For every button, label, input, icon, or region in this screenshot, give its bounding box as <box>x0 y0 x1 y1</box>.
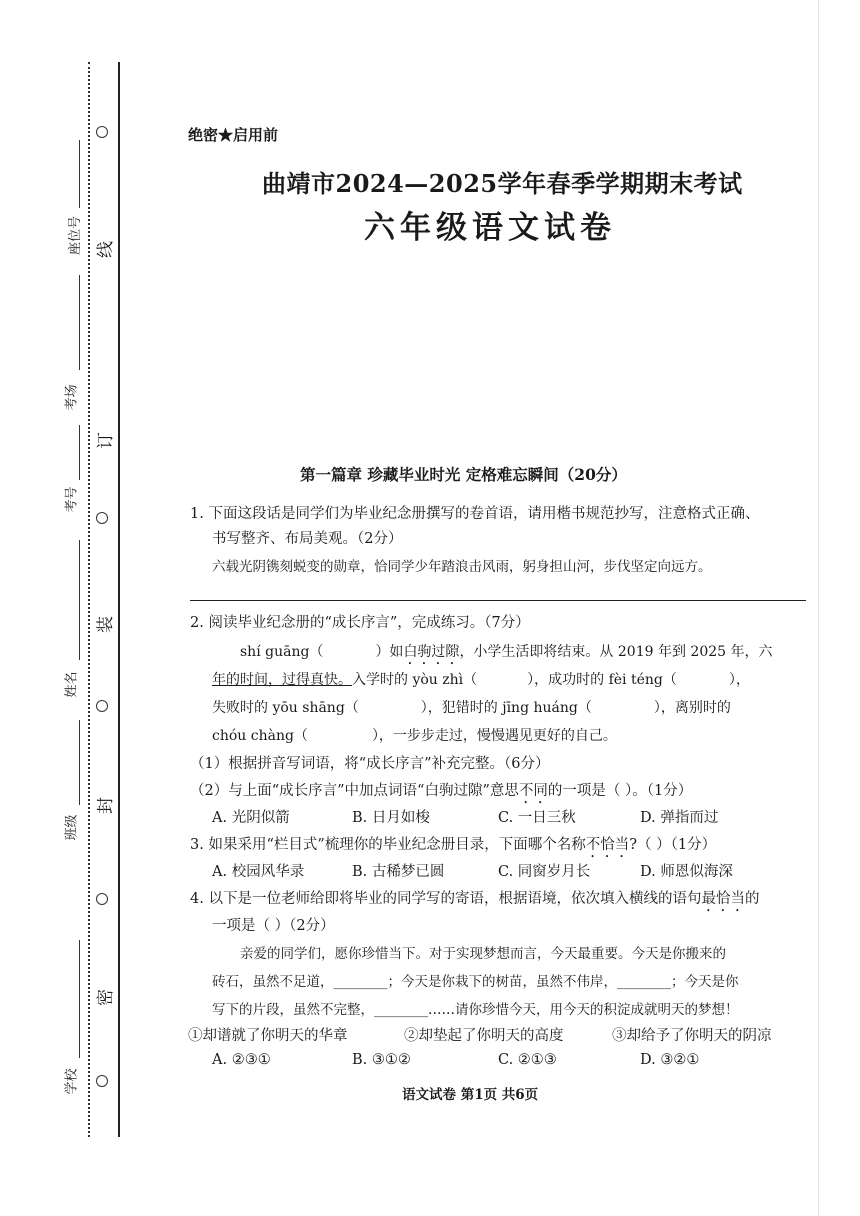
text: 3. 如果采用“栏目式”梳理你的毕业纪念册目录，下面哪个名称 <box>190 837 586 853</box>
q4-option-a[interactable]: A. ②③① <box>212 1052 271 1068</box>
q1-stem: 1. 下面这段话是同学们为毕业纪念册撰写的卷首语，请用楷书规范抄写，注意格式正确、 <box>190 506 760 522</box>
q1-passage: 六载光阴镌刻蜕变的勋章，恰同学少年踏浪击风雨，躬身担山河，步伐坚定向远方。 <box>212 559 712 575</box>
q1-writing-line[interactable] <box>190 600 806 601</box>
q2-para-line3 <box>212 697 731 717</box>
dotted-word: 白驹过隙 <box>403 644 460 660</box>
field-line-seat[interactable] <box>79 140 80 208</box>
q2-option-c[interactable]: C. 一日三秋 <box>498 810 576 826</box>
exam-subtitle: 六年级语文试卷 <box>364 210 616 246</box>
text: ?（ ）（1分） <box>629 837 717 853</box>
q4-option-d[interactable]: D. ③②① <box>640 1052 700 1068</box>
q4-option-b[interactable]: B. ③①② <box>352 1052 411 1068</box>
q3-option-b[interactable]: B. 古稀梦已圆 <box>352 864 445 880</box>
pinyin-chouchang: chóu chàng（ <box>212 728 308 744</box>
dotted-word: 最恰当 <box>701 891 745 907</box>
underlined-text: 年的时间，过得真快。 <box>212 672 352 688</box>
field-line-school[interactable] <box>79 940 80 1058</box>
field-label-school: 学校 <box>64 1068 80 1095</box>
pinyin-feiteng: ），成功时的 fèi téng（ <box>527 672 677 688</box>
q2-para-line2 <box>212 669 750 689</box>
q4-item-2: ②却垫起了你明天的高度 <box>404 1028 564 1044</box>
field-label-class: 班级 <box>64 814 80 841</box>
text: ，小学生活即将结束。从 2019 年到 2025 年，六 <box>459 644 773 660</box>
q3-option-c[interactable]: C. 同窗岁月长 <box>498 864 591 880</box>
q2-option-b[interactable]: B. 日月如梭 <box>352 810 430 826</box>
field-label-room: 考场 <box>64 384 80 411</box>
binding-hole <box>96 126 108 138</box>
field-line-id[interactable] <box>79 425 80 480</box>
binding-hole <box>96 512 108 524</box>
q2-sub2 <box>190 779 692 807</box>
field-line-room[interactable] <box>79 275 80 370</box>
q2-sub1: （1）根据拼音写词语，将“成长序言”补充完整。（6分） <box>190 756 550 772</box>
q3-stem <box>190 833 716 861</box>
q3-option-d[interactable]: D. 师恩似海深 <box>640 864 733 880</box>
pinyin-youshang: 失败时的 yōu shāng（ <box>212 700 359 716</box>
q4-stem <box>190 887 759 915</box>
q4-passage-line1: 亲爱的同学们，愿你珍惜当下。对于实现梦想而言，今天最重要。今天是你搬来的 <box>240 946 726 962</box>
dotted-word: 不恰当 <box>585 837 630 853</box>
page-footer: 语文试卷 第1页 共6页 <box>402 1087 539 1103</box>
text: 的 <box>744 891 760 907</box>
field-line-name[interactable] <box>79 540 80 660</box>
binding-hole <box>96 700 108 712</box>
q4-passage-line3: 写下的片段，虽然不完整，________……请你珍惜今天，用今天的积淀成就明天的梦想！ <box>212 1002 739 1018</box>
q2-option-a[interactable]: A. 光阴似箭 <box>212 810 290 826</box>
binding-char: 密 <box>96 989 116 1006</box>
binding-dotted-line <box>88 62 90 1137</box>
binding-char: 订 <box>96 432 116 449</box>
text: ），一步步走过，慢慢遇见更好的自己。 <box>371 728 617 744</box>
text: ）， <box>728 672 750 688</box>
page-edge-line <box>818 0 819 1216</box>
binding-hole <box>96 1075 108 1087</box>
q2-stem: 2. 阅读毕业纪念册的“成长序言”，完成练习。（7分） <box>190 615 530 631</box>
binding-char: 装 <box>96 616 116 633</box>
q1-stem-cont: 书写整齐、布局美观。（2分） <box>212 531 403 547</box>
q2-para-line4 <box>212 725 617 745</box>
q4-item-1: ①却谱就了你明天的华章 <box>188 1028 348 1044</box>
q2-option-d[interactable]: D. 弹指而过 <box>640 810 719 826</box>
pinyin-shiguang: shí guāng（ <box>240 644 324 660</box>
pinyin-youzhi: 入学时的 yòu zhì（ <box>352 672 478 688</box>
dotted-word: 不同 <box>518 783 548 799</box>
chapter-heading: 第一篇章 珍藏毕业时光 定格难忘瞬间（20分） <box>300 465 627 484</box>
pinyin-jinghuang: ），犯错时的 jīng huáng（ <box>420 700 592 716</box>
field-line-class[interactable] <box>79 720 80 805</box>
field-label-name: 姓名 <box>64 671 80 698</box>
binding-solid-line <box>118 62 120 1137</box>
q4-stem-cont: 一项是（ ）（2分） <box>212 918 335 934</box>
text: ）如 <box>375 644 404 660</box>
binding-char: 线 <box>96 241 116 258</box>
exam-title: 曲靖市2024—2025学年春季学期期末考试 <box>262 169 743 198</box>
binding-hole <box>96 893 108 905</box>
confidential-mark: 绝密★启用前 <box>188 126 279 144</box>
q3-option-a[interactable]: A. 校园风华录 <box>212 864 305 880</box>
text: 的一项是（ ）。（1分） <box>547 783 693 799</box>
text: 4. 以下是一位老师给即将毕业的同学写的寄语，根据语境，依次填入横线的语句 <box>190 891 702 907</box>
text: （2）与上面“成长序言”中加点词语“白驹过隙”意思 <box>190 783 519 799</box>
field-label-seat: 座位号 <box>68 215 84 256</box>
q2-para-line1 <box>240 641 773 668</box>
binding-char: 封 <box>96 797 116 814</box>
field-label-id: 考号 <box>64 486 80 513</box>
text: ），离别时的 <box>653 700 731 716</box>
q4-option-c[interactable]: C. ②①③ <box>498 1052 557 1068</box>
q4-item-3: ③却给予了你明天的阴凉 <box>612 1028 772 1044</box>
q4-passage-line2: 砖石，虽然不足道，________；今天是你栽下的树苗，虽然不伟岸，________；今天是你 <box>212 974 739 990</box>
